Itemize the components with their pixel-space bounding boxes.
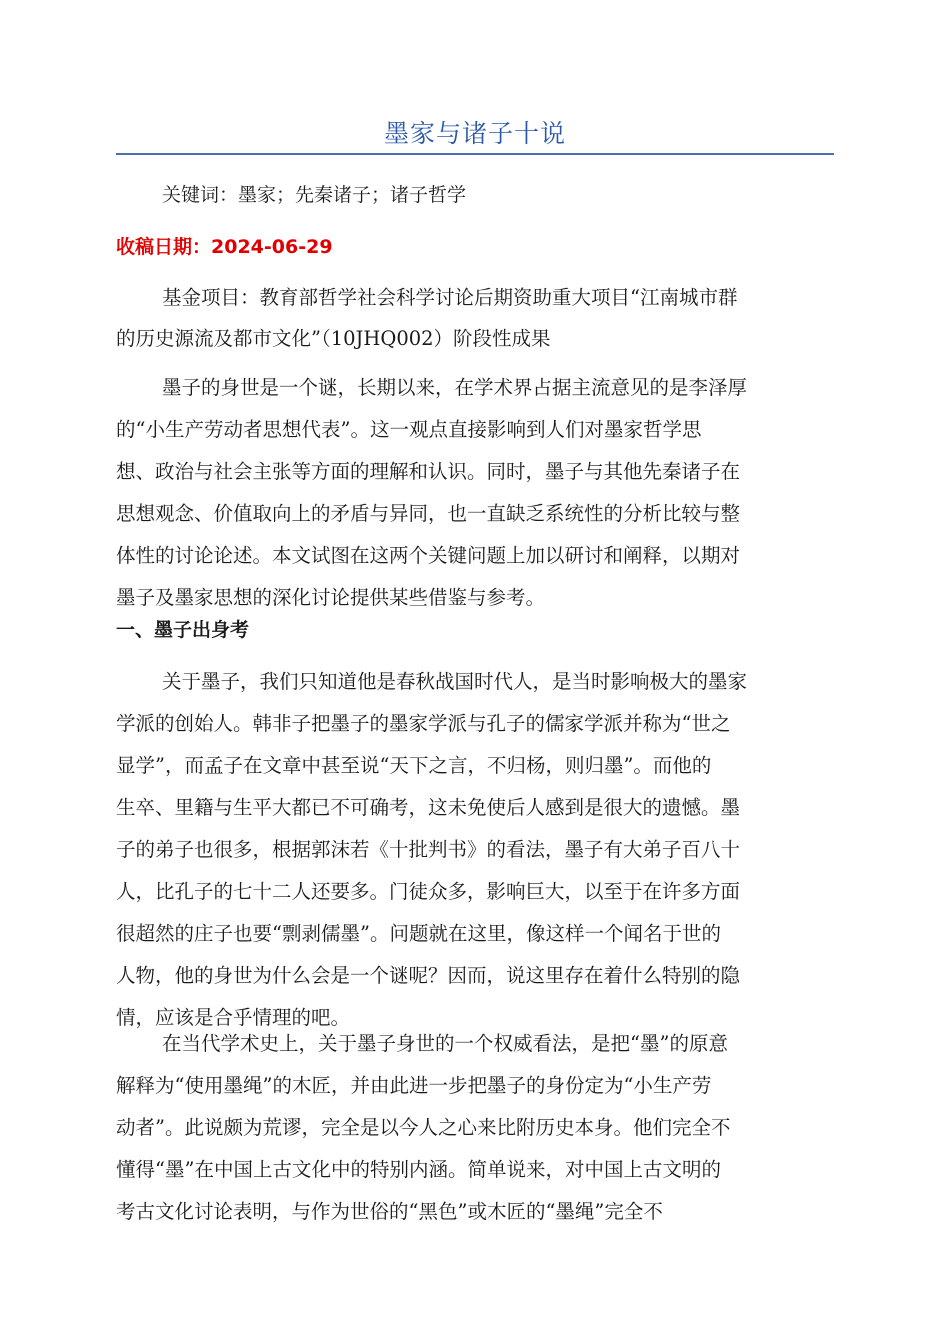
intro-paragraph xyxy=(116,367,838,619)
paragraph-line: 的历史源流及都市文化”（10JHQ002）阶段性成果 xyxy=(116,327,551,350)
paragraph-line: 很超然的庄子也要“剽剥儒墨”。问题就在这里，像这样一个闻名于世的 xyxy=(116,922,721,945)
keywords-line: 关键词：墨家；先秦诸子；诸子哲学 xyxy=(162,184,467,206)
received-date: 收稿日期：2024-06-29 xyxy=(116,236,333,258)
paragraph-line: 解释为“使用墨绳”的木匠，并由此进一步把墨子的身份定为“小生产劳 xyxy=(116,1074,712,1097)
title-underline xyxy=(116,153,834,155)
paragraph-line: 情，应该是合乎情理的吧。 xyxy=(116,1006,351,1029)
fund-paragraph xyxy=(116,277,838,359)
section-heading: 一、墨子出身考 xyxy=(116,619,250,641)
document-title: 墨家与诸子十说 xyxy=(383,119,566,148)
paragraph-line: 动者”。此说颇为荒谬，完全是以今人之心来比附历史本身。他们完全不 xyxy=(116,1116,731,1139)
paragraph-line: 思想观念、价值取向上的矛盾与异同，也一直缺乏系统性的分析比较与整 xyxy=(116,502,741,525)
paragraph-line: 基金项目：教育部哲学社会科学讨论后期资助重大项目“江南城市群 xyxy=(162,286,738,309)
paragraph-line: 在当代学术史上，关于墨子身世的一个权威看法，是把“墨”的原意 xyxy=(162,1032,728,1055)
paragraph-line: 墨子及墨家思想的深化讨论提供某些借鉴与参考。 xyxy=(116,586,546,609)
paragraph-line: 学派的创始人。韩非子把墨子的墨家学派与孔子的儒家学派并称为“世之 xyxy=(116,712,731,735)
paragraph-line: 懂得“墨”在中国上古文化中的特别内涵。简单说来，对中国上古文明的 xyxy=(116,1158,721,1181)
paragraph-line: 想、政治与社会主张等方面的理解和认识。同时，墨子与其他先秦诸子在 xyxy=(116,460,741,483)
section-paragraph-2 xyxy=(116,1023,838,1233)
paragraph-line: 子的弟子也很多，根据郭沫若《十批判书》的看法，墨子有大弟子百八十 xyxy=(116,838,741,861)
paragraph-line: 显学”，而孟子在文章中甚至说“天下之言，不归杨，则归墨”。而他的 xyxy=(116,754,712,777)
paragraph-line: 体性的讨论论述。本文试图在这两个关键问题上加以研讨和阐释，以期对 xyxy=(116,544,741,567)
paragraph-line: 人，比孔子的七十二人还要多。门徒众多，影响巨大，以至于在许多方面 xyxy=(116,880,741,903)
paragraph-line: 墨子的身世是一个谜，长期以来，在学术界占据主流意见的是李泽厚 xyxy=(162,376,748,399)
paragraph-line: 的“小生产劳动者思想代表”。这一观点直接影响到人们对墨家哲学思 xyxy=(116,418,702,441)
paragraph-line: 人物，他的身世为什么会是一个谜呢？因而，说这里存在着什么特别的隐 xyxy=(116,964,741,987)
paragraph-line: 考古文化讨论表明，与作为世俗的“黑色”或木匠的“墨绳”完全不 xyxy=(116,1200,663,1223)
paragraph-line: 关于墨子，我们只知道他是春秋战国时代人，是当时影响极大的墨家 xyxy=(162,670,748,693)
section-paragraph-1 xyxy=(116,661,838,1039)
paragraph-line: 生卒、里籍与生平大都已不可确考，这未免使后人感到是很大的遗憾。墨 xyxy=(116,796,741,819)
